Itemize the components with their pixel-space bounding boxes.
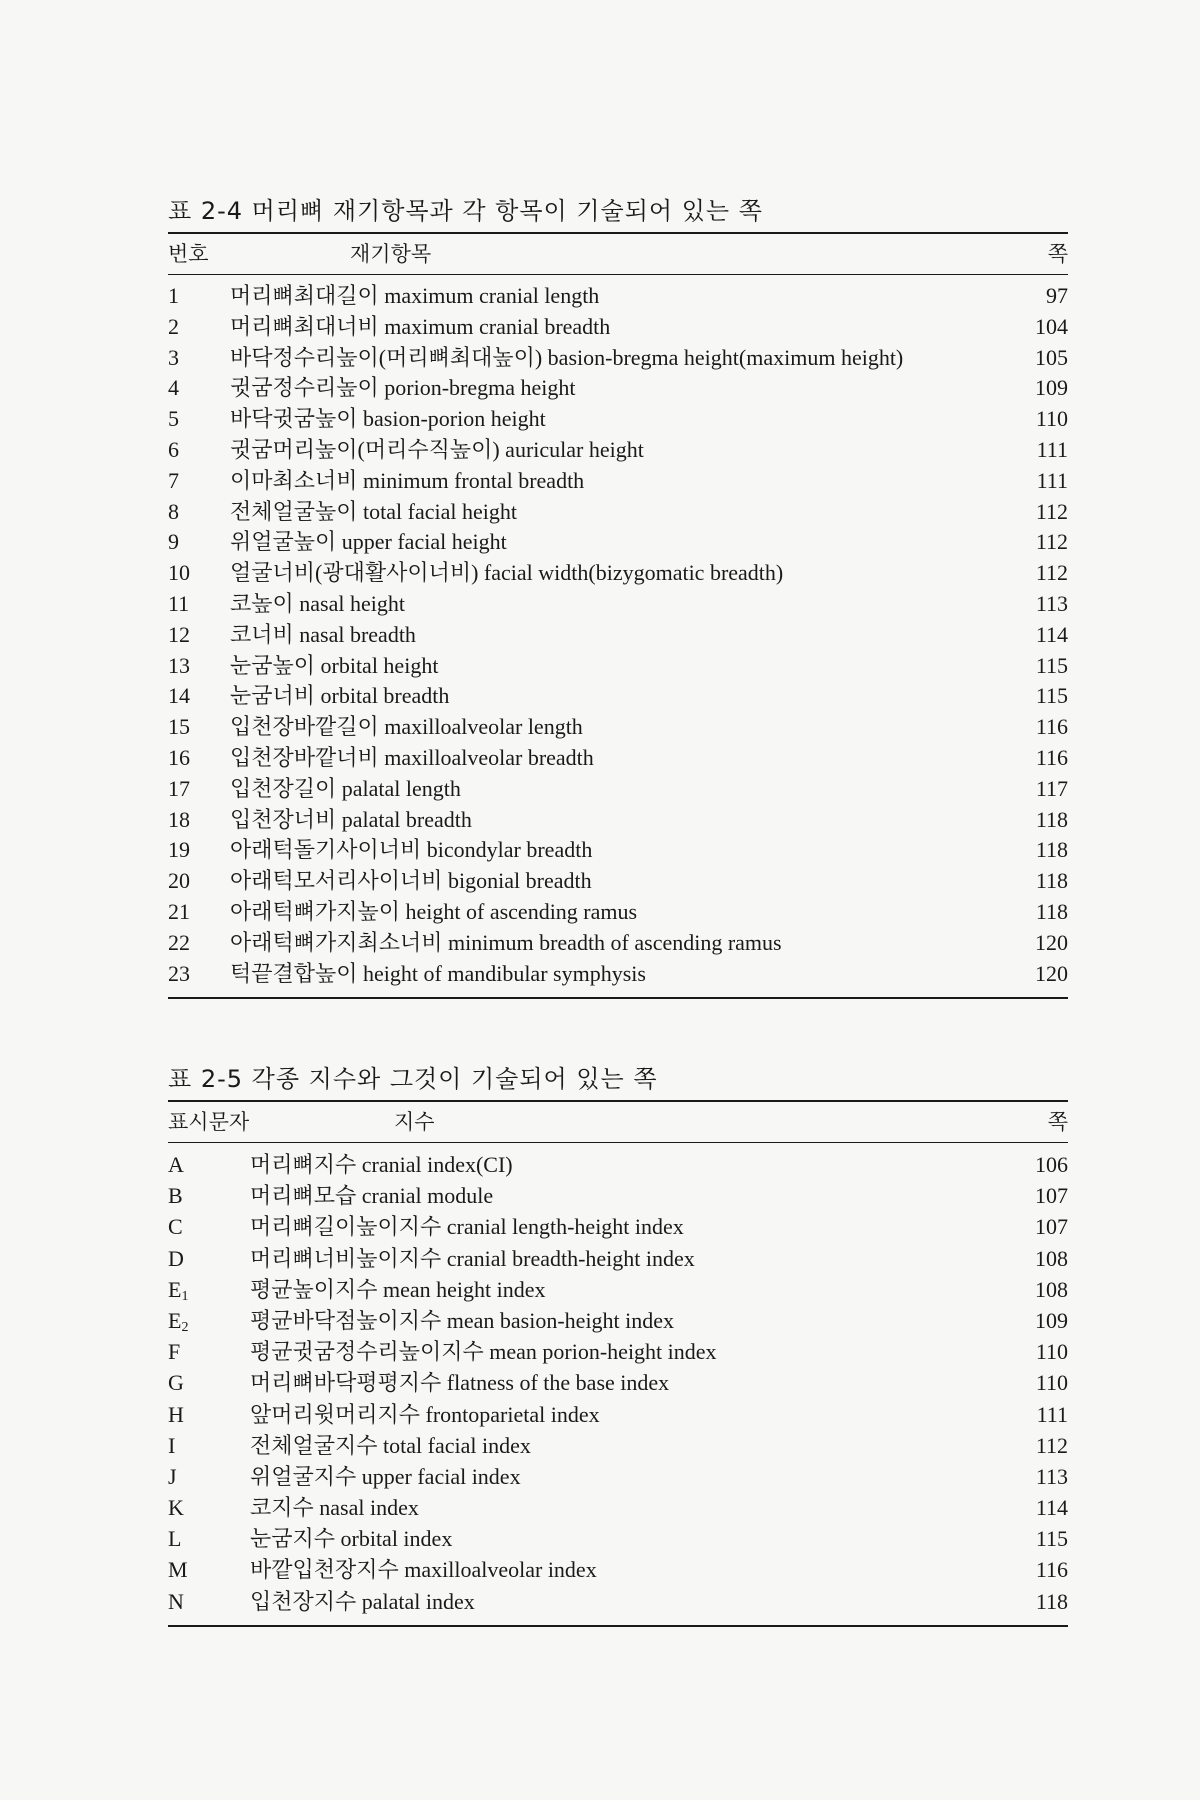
row-index: 눈굼지수 orbital index	[250, 1526, 453, 1552]
row-page: 120	[1035, 929, 1068, 955]
letter-subscript: 2	[181, 1319, 189, 1335]
row-page: 110	[1035, 1370, 1068, 1396]
table-row	[168, 466, 1068, 497]
row-number: 20	[168, 868, 190, 894]
letter-text: I	[168, 1432, 176, 1458]
row-measurement: 입천장바깥너비 maxilloalveolar breadth	[230, 744, 594, 770]
table-row	[168, 1523, 1068, 1554]
row-measurement: 턱끝결합높이 height of mandibular symphysis	[230, 960, 646, 986]
row-number: 16	[168, 744, 190, 770]
table-row	[168, 1430, 1068, 1461]
row-measurement: 귓굼정수리높이 porion-bregma height	[230, 375, 576, 401]
table-row	[168, 589, 1068, 620]
table-row	[168, 312, 1068, 343]
row-page: 118	[1035, 898, 1068, 924]
row-index: 코지수 nasal index	[250, 1495, 419, 1521]
row-page: 104	[1035, 313, 1068, 339]
row-index: 입천장지수 palatal index	[250, 1588, 475, 1614]
row-measurement: 전체얼굴높이 total facial height	[230, 498, 517, 524]
row-number: 8	[168, 498, 179, 524]
row-page: 120	[1035, 960, 1068, 986]
row-letter	[168, 1430, 175, 1461]
table-row	[168, 343, 1068, 374]
table-row	[168, 1554, 1068, 1585]
row-page: 112	[1035, 529, 1068, 555]
row-page: 97	[1046, 283, 1068, 308]
table-2-4	[168, 190, 1068, 999]
letter-text: G	[168, 1370, 184, 1396]
row-index: 위얼굴지수 upper facial index	[250, 1463, 521, 1489]
row-page: 116	[1035, 714, 1068, 740]
row-number: 12	[168, 621, 190, 647]
letter-text: N	[168, 1588, 184, 1614]
table-row	[168, 620, 1068, 651]
row-number: 19	[168, 837, 190, 863]
table-row	[168, 712, 1068, 743]
row-page: 109	[1035, 1307, 1068, 1333]
letter-text: L	[168, 1526, 182, 1552]
row-measurement: 머리뼈최대너비 maximum cranial breadth	[230, 313, 611, 339]
header-item: 재기항목	[350, 242, 432, 266]
row-number: 1	[168, 283, 179, 308]
row-index: 평균귓굼정수리높이지수 mean porion-height index	[250, 1339, 717, 1365]
table-row	[168, 928, 1068, 959]
row-index: 평균바닥점높이지수 mean basion-height index	[250, 1307, 675, 1333]
row-page: 108	[1035, 1276, 1068, 1302]
row-page: 107	[1035, 1183, 1068, 1209]
row-measurement: 눈굼높이 orbital height	[230, 652, 439, 678]
row-index: 바깥입천장지수 maxilloalveolar index	[250, 1557, 597, 1583]
row-page: 110	[1035, 1339, 1068, 1365]
row-number: 10	[168, 560, 190, 586]
table-row	[168, 1149, 1068, 1180]
table-row	[168, 651, 1068, 682]
row-page: 115	[1035, 652, 1068, 678]
table-row	[168, 805, 1068, 836]
row-letter	[168, 1180, 183, 1211]
row-letter	[168, 1149, 184, 1180]
table-row	[168, 1305, 1068, 1336]
row-measurement: 코너비 nasal breadth	[230, 621, 416, 647]
table-bottom-rule	[168, 997, 1068, 999]
table-body	[168, 275, 1068, 997]
table-row	[168, 959, 1068, 990]
row-page: 105	[1035, 344, 1068, 370]
row-measurement: 아래턱뼈가지최소너비 minimum breadth of ascending ramus	[230, 929, 782, 955]
row-page: 112	[1035, 560, 1068, 586]
row-measurement: 아래턱뼈가지높이 height of ascending ramus	[230, 898, 638, 924]
row-page: 115	[1035, 1526, 1068, 1552]
table-caption: 표 2-4 머리뼈 재기항목과 각 항목이 기술되어 있는 쪽	[168, 197, 763, 225]
table-row	[168, 1367, 1068, 1398]
row-page: 111	[1036, 1401, 1068, 1427]
table-row	[168, 1492, 1068, 1523]
table-body	[168, 1143, 1068, 1625]
table-row	[168, 435, 1068, 466]
row-measurement: 얼굴너비(광대활사이너비) facial width(bizygomatic breadth)	[230, 560, 784, 586]
row-index: 전체얼굴지수 total facial index	[250, 1432, 531, 1458]
row-measurement: 귓굼머리높이(머리수직높이) auricular height	[230, 436, 644, 462]
row-measurement: 입천장길이 palatal length	[230, 775, 461, 801]
table-header	[168, 234, 1068, 274]
row-index: 앞머리윗머리지수 frontoparietal index	[250, 1401, 600, 1427]
row-page: 117	[1035, 775, 1068, 801]
table-row	[168, 1461, 1068, 1492]
row-page: 118	[1035, 837, 1068, 863]
row-number: 4	[168, 375, 179, 401]
table-row	[168, 743, 1068, 774]
table-bottom-rule	[168, 1625, 1068, 1627]
row-number: 11	[168, 590, 190, 616]
row-measurement: 눈굼너비 orbital breadth	[230, 683, 450, 709]
letter-text: E	[168, 1307, 182, 1333]
row-number: 2	[168, 313, 179, 339]
table-row	[168, 1586, 1068, 1617]
row-number: 18	[168, 806, 190, 832]
row-measurement: 이마최소너비 minimum frontal breadth	[230, 467, 585, 493]
row-page: 110	[1035, 406, 1068, 432]
table-2-5	[168, 1058, 1068, 1627]
row-letter	[168, 1461, 177, 1492]
row-index: 머리뼈너비높이지수 cranial breadth-height index	[250, 1245, 695, 1271]
header-number: 번호	[168, 242, 209, 266]
row-measurement: 아래턱돌기사이너비 bicondylar breadth	[230, 837, 593, 863]
table-row	[168, 281, 1068, 312]
table-row	[168, 527, 1068, 558]
letter-text: B	[168, 1183, 183, 1209]
row-letter	[168, 1586, 184, 1617]
row-page: 114	[1035, 1495, 1068, 1521]
row-page: 112	[1035, 1432, 1068, 1458]
row-measurement: 위얼굴높이 upper facial height	[230, 529, 507, 555]
table-row	[168, 1211, 1068, 1242]
row-number: 22	[168, 929, 190, 955]
row-number: 3	[168, 344, 179, 370]
letter-text: C	[168, 1214, 183, 1240]
letter-text: F	[168, 1339, 181, 1365]
row-number: 17	[168, 775, 190, 801]
table-row	[168, 1336, 1068, 1367]
table-caption: 표 2-5 각종 지수와 그것이 기술되어 있는 쪽	[168, 1065, 658, 1093]
row-page: 111	[1036, 436, 1068, 462]
header-page: 쪽	[1047, 242, 1068, 266]
row-page: 111	[1036, 467, 1068, 493]
table-row	[168, 1274, 1068, 1305]
row-index: 머리뼈지수 cranial index(CI)	[250, 1152, 513, 1177]
table-row	[168, 1243, 1068, 1274]
row-page: 118	[1035, 1588, 1068, 1614]
letter-text: E	[168, 1276, 182, 1302]
header-letter: 표시문자	[168, 1110, 250, 1134]
row-letter	[168, 1211, 183, 1242]
row-page: 118	[1035, 806, 1068, 832]
letter-text: M	[168, 1557, 188, 1583]
row-page: 113	[1035, 590, 1068, 616]
row-page: 109	[1035, 375, 1068, 401]
row-letter	[168, 1399, 184, 1430]
row-index: 머리뼈바닥평평지수 flatness of the base index	[250, 1370, 670, 1396]
header-page: 쪽	[1047, 1110, 1068, 1134]
row-number: 7	[168, 467, 179, 493]
row-number: 9	[168, 529, 179, 555]
letter-text: H	[168, 1401, 184, 1427]
row-letter	[168, 1554, 188, 1585]
row-number: 21	[168, 898, 190, 924]
row-page: 116	[1035, 1557, 1068, 1583]
row-page: 114	[1035, 621, 1068, 647]
row-measurement: 바닥귓굼높이 basion-porion height	[230, 406, 546, 432]
row-measurement: 코높이 nasal height	[230, 590, 405, 616]
row-page: 108	[1035, 1245, 1068, 1271]
table-row	[168, 835, 1068, 866]
row-number: 14	[168, 683, 190, 709]
row-page: 113	[1035, 1463, 1068, 1489]
table-row	[168, 897, 1068, 928]
row-measurement: 입천장너비 palatal breadth	[230, 806, 472, 832]
row-number: 6	[168, 436, 179, 462]
row-page: 112	[1035, 498, 1068, 524]
table-row	[168, 497, 1068, 528]
row-measurement: 바닥정수리높이(머리뼈최대높이) basion-bregma height(maximum height)	[230, 344, 904, 370]
row-page: 106	[1035, 1152, 1068, 1177]
row-number: 5	[168, 406, 179, 432]
row-page: 116	[1035, 744, 1068, 770]
table-row	[168, 774, 1068, 805]
row-letter	[168, 1367, 184, 1398]
row-index: 머리뼈모습 cranial module	[250, 1183, 494, 1209]
table-row	[168, 866, 1068, 897]
row-letter	[168, 1523, 181, 1554]
row-measurement: 머리뼈최대길이 maximum cranial length	[230, 283, 600, 308]
row-page: 118	[1035, 868, 1068, 894]
row-number: 13	[168, 652, 190, 678]
header-index: 지수	[394, 1110, 435, 1134]
letter-text: D	[168, 1245, 184, 1271]
row-index: 머리뼈길이높이지수 cranial length-height index	[250, 1214, 684, 1240]
row-letter	[168, 1243, 184, 1274]
table-row	[168, 404, 1068, 435]
table-row	[168, 558, 1068, 589]
table-row	[168, 1399, 1068, 1430]
row-letter	[168, 1492, 184, 1523]
row-page: 115	[1035, 683, 1068, 709]
row-letter	[168, 1336, 180, 1367]
row-measurement: 아래턱모서리사이너비 bigonial breadth	[230, 868, 592, 894]
row-number: 15	[168, 714, 190, 740]
letter-text: K	[168, 1495, 184, 1521]
letter-text: J	[168, 1463, 177, 1489]
table-row	[168, 373, 1068, 404]
row-number: 23	[168, 960, 190, 986]
row-index: 평균높이지수 mean height index	[250, 1276, 546, 1302]
row-page: 107	[1035, 1214, 1068, 1240]
table-header	[168, 1102, 1068, 1142]
row-measurement: 입천장바깥길이 maxilloalveolar length	[230, 714, 583, 740]
letter-text: A	[168, 1152, 184, 1177]
table-row	[168, 681, 1068, 712]
letter-subscript: 1	[181, 1288, 189, 1304]
table-row	[168, 1180, 1068, 1211]
